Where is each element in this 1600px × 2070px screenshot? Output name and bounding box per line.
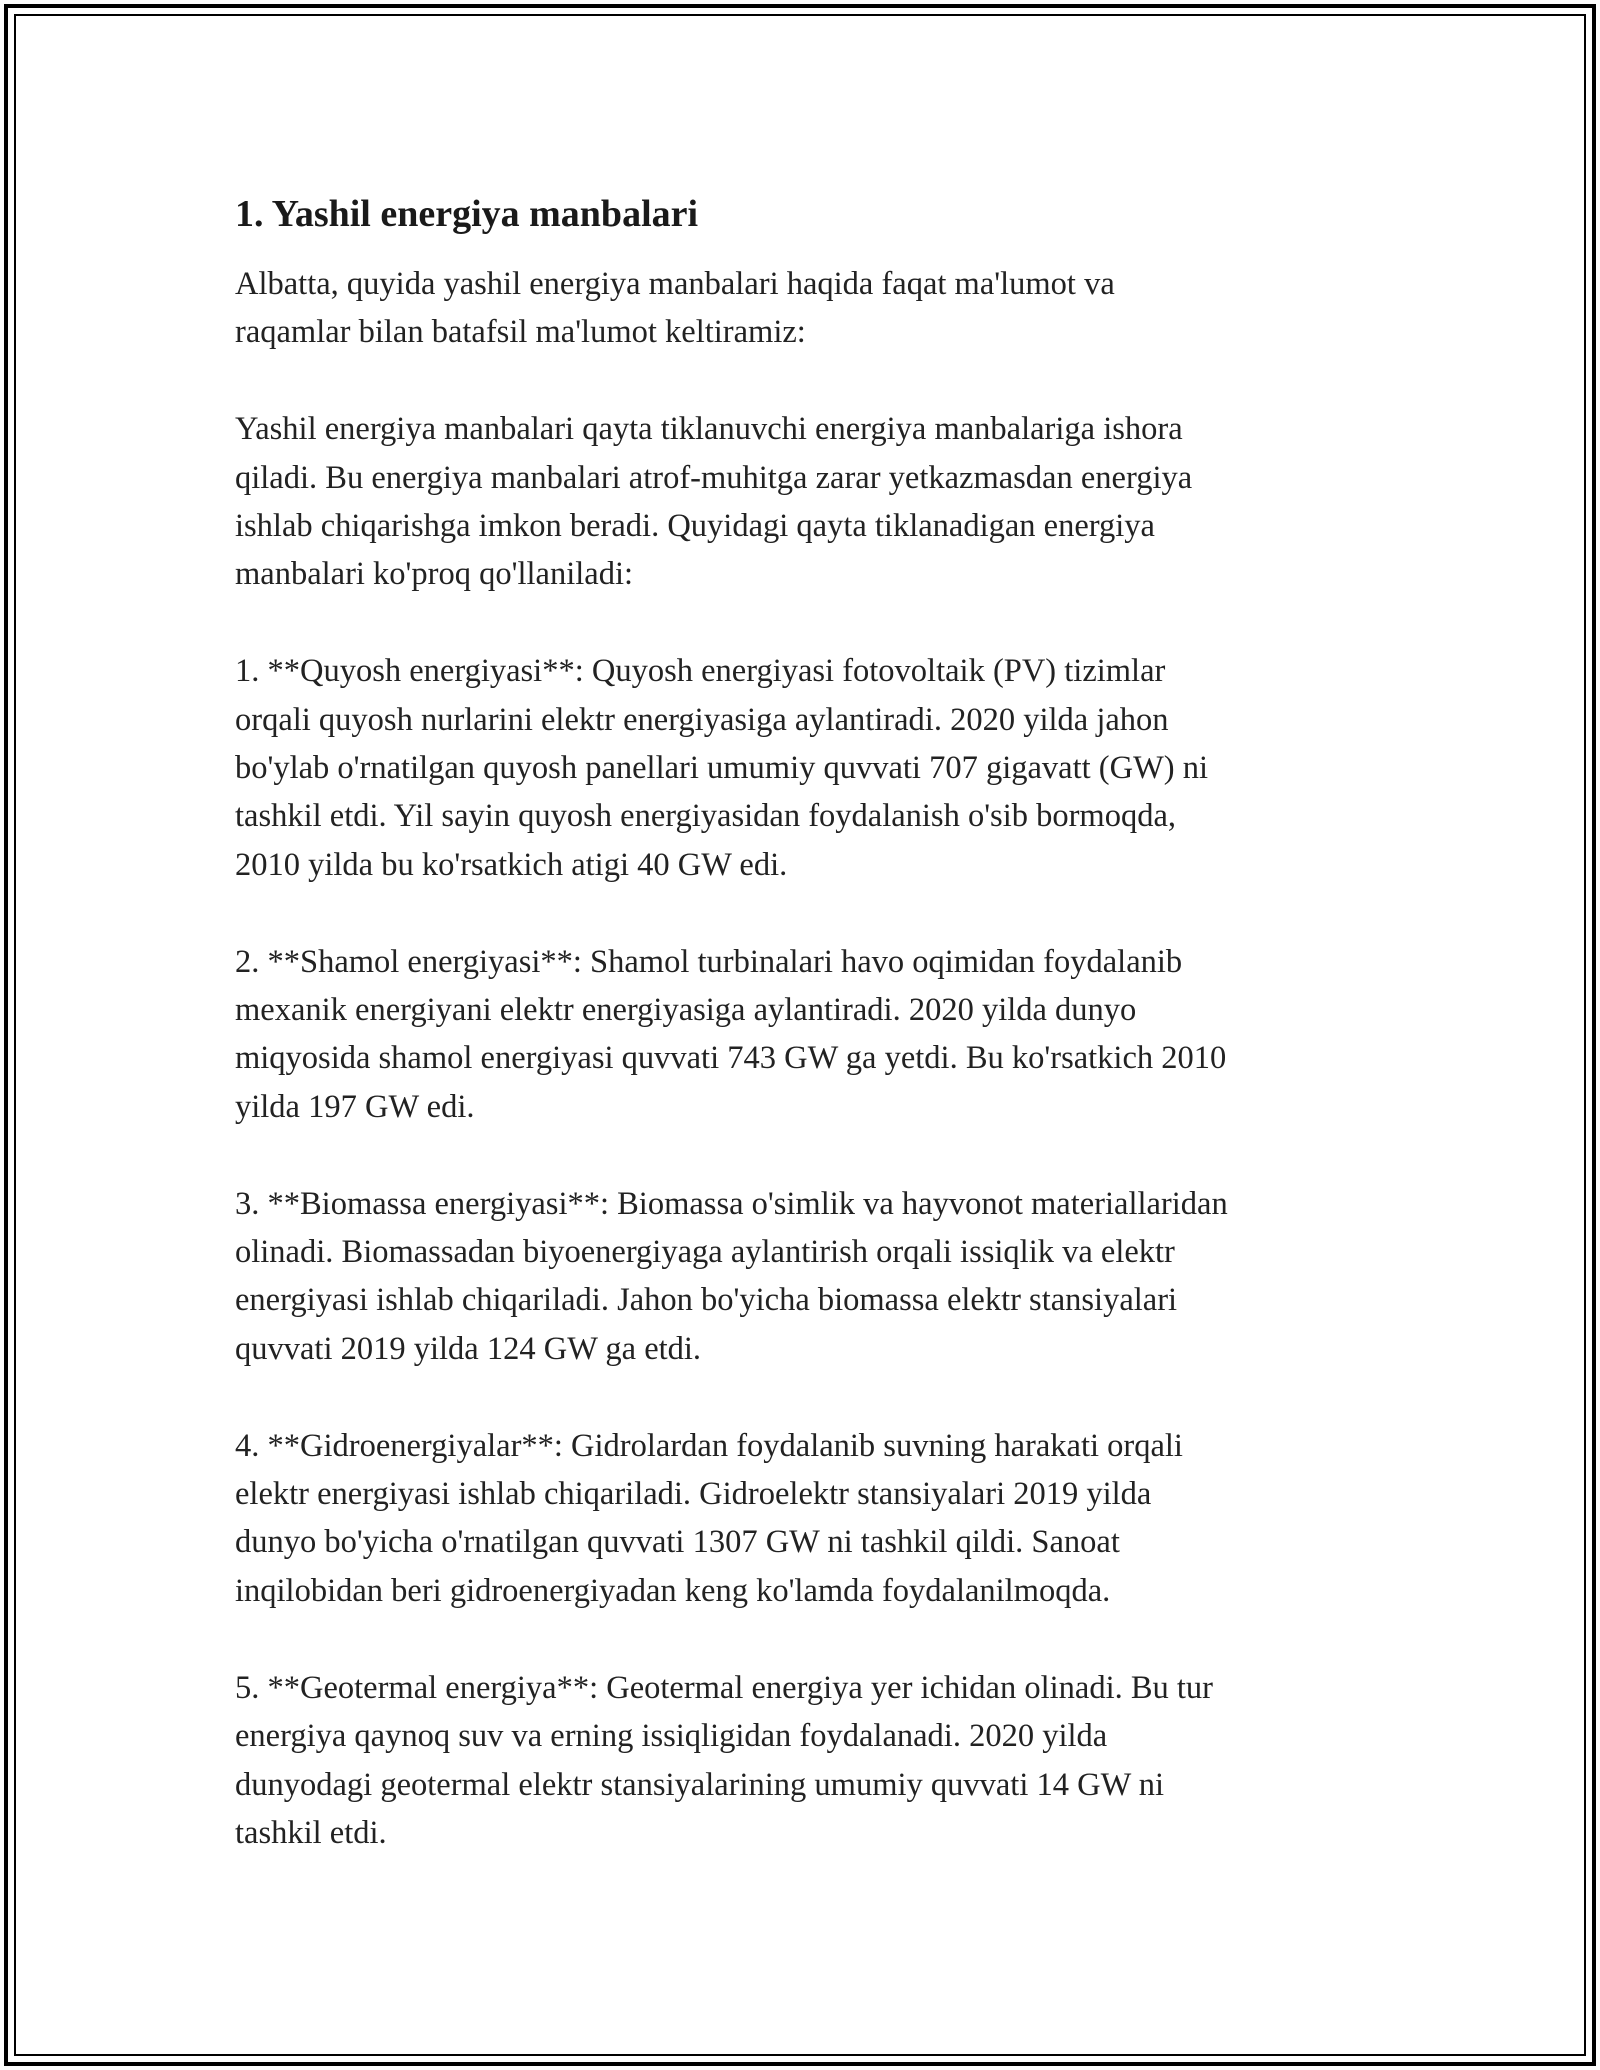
document-title: 1. Yashil energiya manbalari (235, 193, 699, 235)
intro-paragraph: Albatta, quyida yashil energiya manbalari haqida faqat ma'lumot va raqamlar bilan batafsil ma'lumot keltiramiz: (235, 266, 1115, 351)
list-item-biomass: 3. **Biomassa energiyasi**: Biomassa o'simlik va hayvonot materiallaridan olinadi. Biomassadan biyoenergiyaga aylantirish orqali issiqlik va elektr energiyasi ishlab chiqariladi. Jahon bo'yicha biomassa elektr stansiyalari quvvati 2019 yilda 124 GW ga etdi. (235, 1185, 1228, 1367)
definition-paragraph: Yashil energiya manbalari qayta tiklanuvchi energiya manbalariga ishora qiladi. Bu energiya manbalari atrof-muhitga zarar yetkazmasdan energiya ishlab chiqarishga imkon beradi. Quyidagi qayta tiklanadigan energiya manbalari ko'proq qo'llaniladi: (235, 411, 1193, 593)
list-item-wind: 2. **Shamol energiyasi**: Shamol turbinalari havo oqimidan foydalanib mexanik energiyani elektr energiyasiga aylantiradi. 2020 yilda dunyo miqyosida shamol energiyasi quvvati 743 GW ga yetdi. Bu ko'rsatkich 2010 yilda 197 GW edi. (235, 943, 1227, 1125)
list-item-solar: 1. **Quyosh energiyasi**: Quyosh energiyasi fotovoltaik (PV) tizimlar orqali quyosh nurlarini elektr energiyasiga aylantiradi. 2020 yilda jahon bo'ylab o'rnatilgan quyosh panellari umumiy quvvati 707 gigavatt (GW) ni tashkil etdi. Yil sayin quyosh energiyasidan foydalanish o'sib bormoqda, 2010 yilda bu ko'rsatkich atigi 40 GW edi. (235, 653, 1208, 883)
list-item-hydro: 4. **Gidroenergiyalar**: Gidrolardan foydalanib suvning harakati orqali elektr energiyasi ishlab chiqariladi. Gidroelektr stansiyalari 2019 yilda dunyo bo'yicha o'rnatilgan quvvati 1307 GW ni tashkil qildi. Sanoat inqilobidan beri gidroenergiyadan keng ko'lamda foydalanilmoqda. (235, 1427, 1183, 1609)
document-body (235, 188, 1365, 1906)
list-item-geothermal: 5. **Geotermal energiya**: Geotermal energiya yer ichidan olinadi. Bu tur energiya qaynoq suv va erning issiqligidan foydalanadi. 2020 yilda dunyodagi geotermal elektr stansiyalarining umumiy quvvati 14 GW ni tashkil etdi. (235, 1669, 1213, 1851)
